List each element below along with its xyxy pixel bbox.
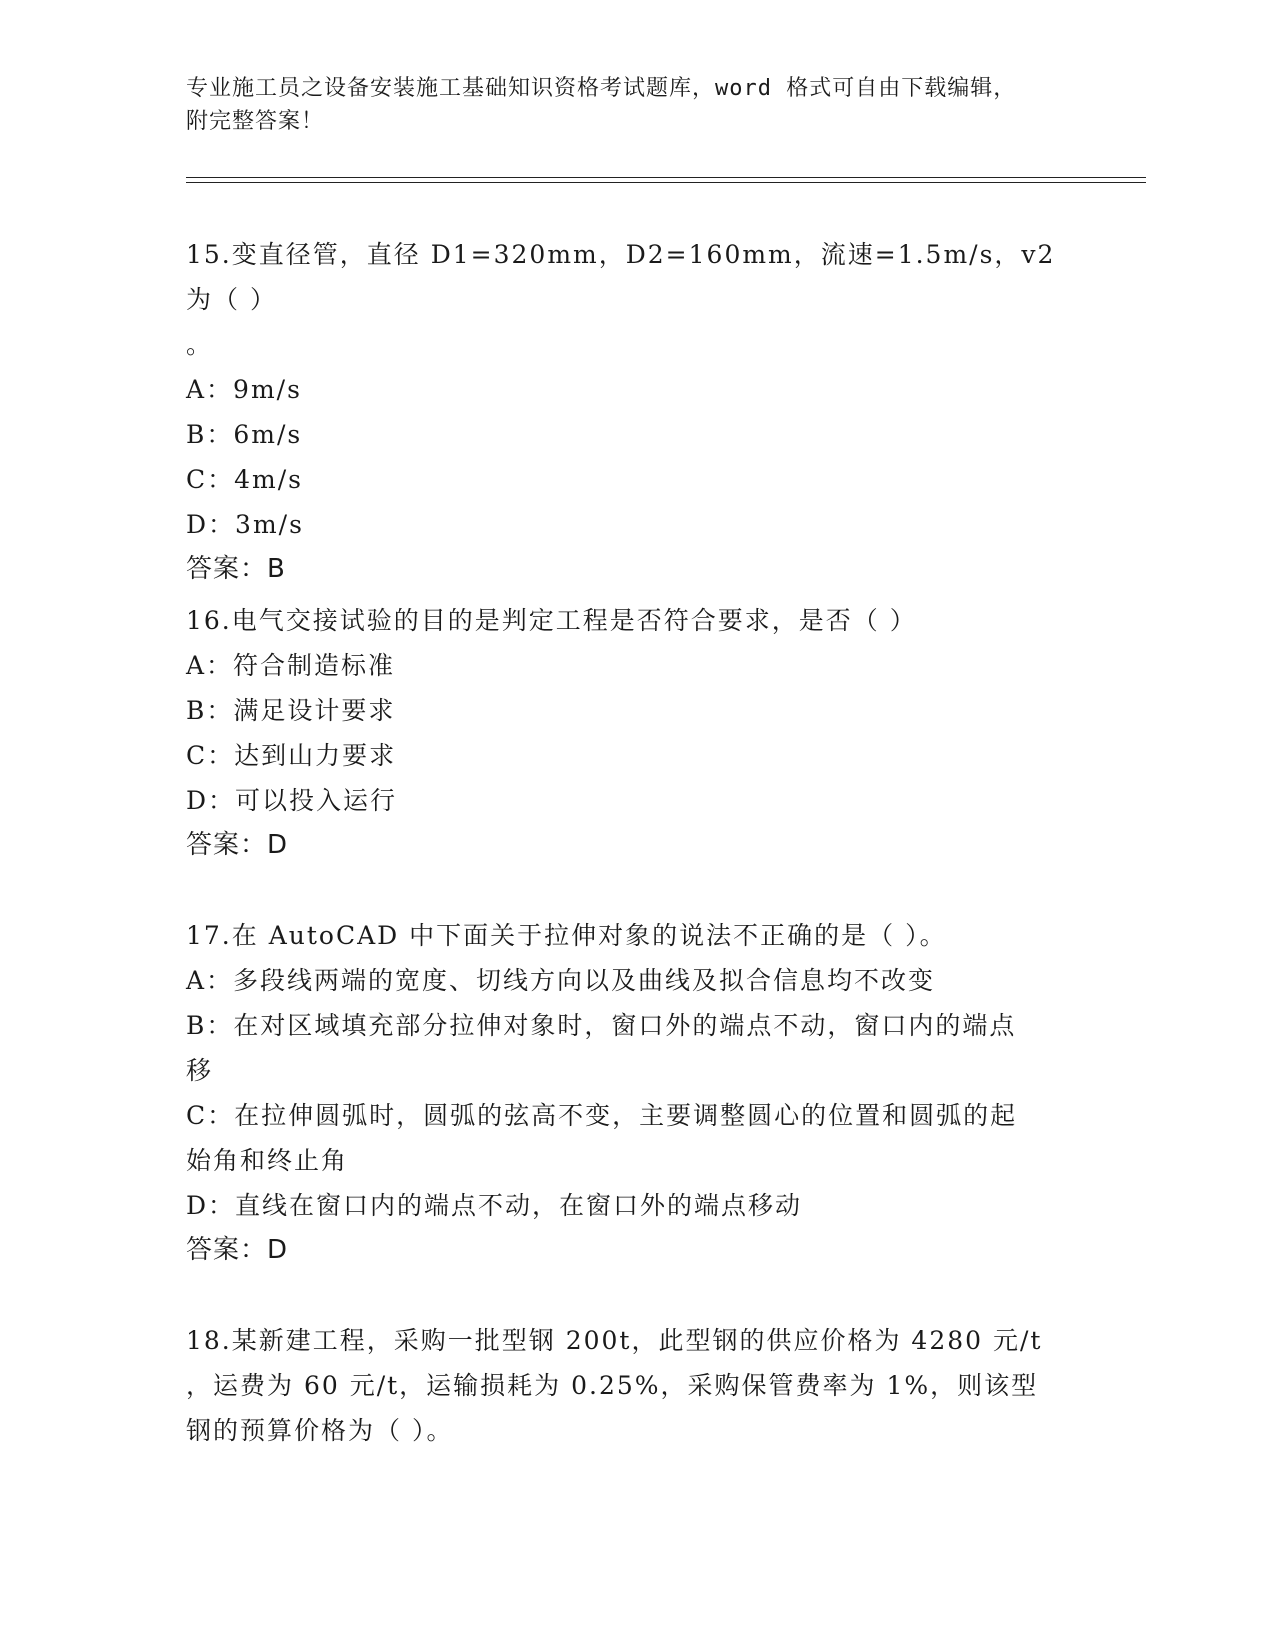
header-divider-top [186, 177, 1146, 178]
question-18 [186, 1318, 1076, 1453]
answer: 答案：D [186, 1235, 289, 1265]
option-b-continued: 移 [186, 1056, 214, 1085]
option-a: A：多段线两端的宽度、切线方向以及曲线及拟合信息均不改变 [186, 966, 936, 995]
document-header [186, 72, 1066, 138]
option-b: B：6m/s [186, 420, 303, 449]
question-text: 15.变直径管，直径 D1=320mm，D2=160mm，流速=1.5m/s，v2 为（ ） [186, 240, 1056, 314]
question-text: 16.电气交接试验的目的是判定工程是否符合要求，是否（ ） [186, 606, 917, 635]
option-b: B：满足设计要求 [186, 696, 396, 725]
option-c: C：达到山力要求 [186, 741, 397, 770]
question-17 [186, 913, 1076, 1273]
option-c-continued: 始角和终止角 [186, 1146, 349, 1175]
header-line-2: 附完整答案！ [186, 109, 325, 134]
question-16 [186, 598, 1076, 868]
option-d: D：3m/s [186, 510, 304, 539]
header-line-1: 专业施工员之设备安装施工基础知识资格考试题库，word 格式可自由下载编辑， [186, 76, 1017, 101]
option-a: A：9m/s [186, 375, 302, 404]
option-c: C：在拉伸圆弧时，圆弧的弦高不变，主要调整圆心的位置和圆弧的起 [186, 1101, 1018, 1130]
question-text: 17.在 AutoCAD 中下面关于拉伸对象的说法不正确的是（ ）。 [186, 921, 947, 950]
question-text-continued: 。 [186, 330, 214, 359]
question-text: 18.某新建工程，采购一批型钢 200t，此型钢的供应价格为 4280 元/t [186, 1326, 1043, 1355]
option-d: D：可以投入运行 [186, 786, 398, 815]
question-15 [186, 232, 1076, 592]
header-divider-bottom [186, 182, 1146, 183]
answer: 答案：B [186, 554, 286, 584]
option-c: C：4m/s [186, 465, 303, 494]
answer: 答案：D [186, 830, 289, 860]
question-text-continued-2: 钢的预算价格为（ ）。 [186, 1416, 454, 1445]
option-a: A：符合制造标准 [186, 651, 396, 680]
option-d: D：直线在窗口内的端点不动，在窗口外的端点移动 [186, 1191, 803, 1220]
question-text-continued: ，运费为 60 元/t，运输损耗为 0.25%，采购保管费率为 1%，则该型 [186, 1371, 1039, 1400]
option-b: B：在对区域填充部分拉伸对象时，窗口外的端点不动，窗口内的端点 [186, 1011, 1017, 1040]
